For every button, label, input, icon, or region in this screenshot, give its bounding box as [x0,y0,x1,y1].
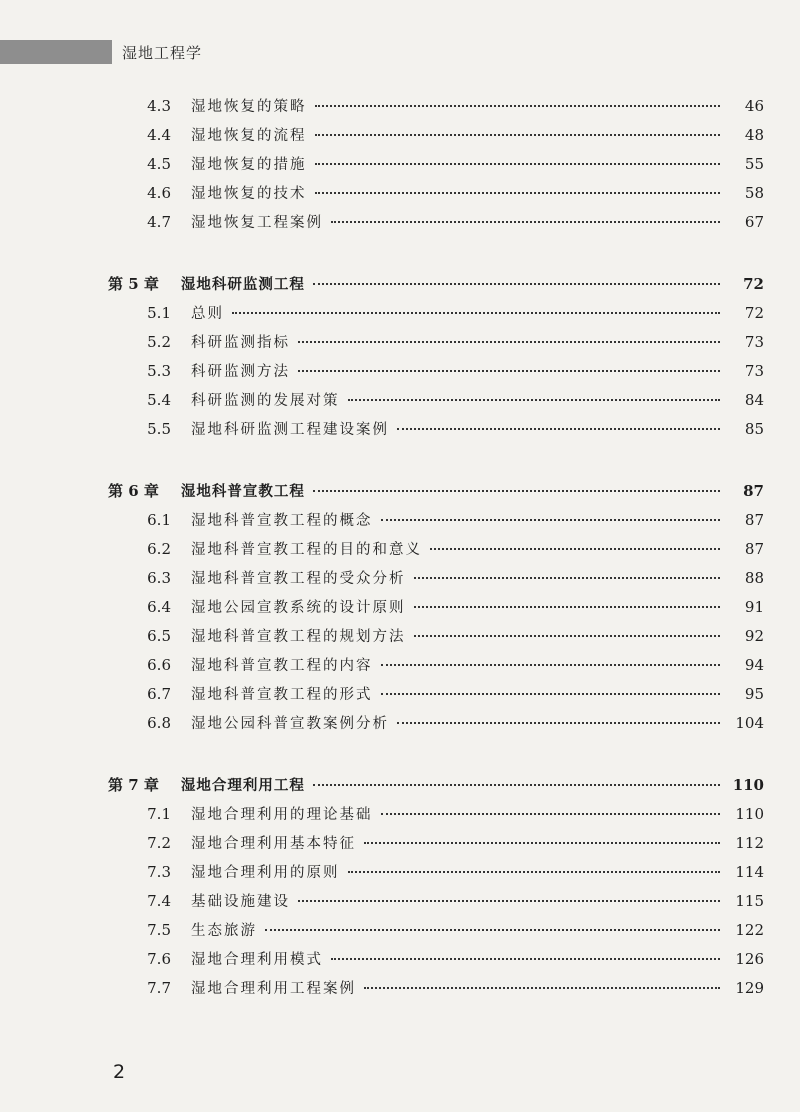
section-title: 湿地恢复的策略 [191,99,307,115]
toc-entry [108,389,764,418]
toc-entry [108,124,764,153]
toc-entry [108,832,764,861]
section-title: 湿地恢复工程案例 [191,215,323,231]
page-ref: 112 [735,834,764,852]
section-number: 7.2 [147,834,171,852]
chapter-title: 湿地科普宣教工程 [180,484,305,500]
page-ref: 115 [735,892,764,910]
section-title: 科研监测的发展对策 [191,393,340,409]
chapter-title: 湿地合理利用工程 [180,778,305,794]
toc-entry [108,596,764,625]
toc-entry [108,712,764,741]
chapter-entry [108,273,764,302]
section-gap [108,741,764,774]
section-title: 湿地科普宣教工程的形式 [191,687,373,703]
dot-leader [315,105,721,107]
dot-leader [313,283,720,285]
section-title: 湿地合理利用的原则 [191,865,340,881]
toc-entry [108,861,764,890]
section-title: 湿地恢复的流程 [191,128,307,144]
dot-leader [381,813,721,815]
dot-leader [397,722,720,724]
header-bar [0,40,112,64]
toc-entry [108,418,764,447]
section-title: 科研监测方法 [191,364,290,380]
dot-leader [298,900,720,902]
toc-entry [108,948,764,977]
section-title: 湿地恢复的技术 [191,186,307,202]
section-title: 生态旅游 [191,923,257,939]
page-ref: 110 [735,805,764,823]
dot-leader [381,519,721,521]
dot-leader [265,929,720,931]
section-number: 7.3 [147,863,171,881]
toc-entry [108,360,764,389]
chapter-number: 第 7 章 [108,776,159,794]
dot-leader [397,428,720,430]
section-title: 湿地合理利用基本特征 [191,836,356,852]
page-ref: 92 [744,627,764,645]
section-number: 6.2 [147,540,171,558]
chapter-entry [108,774,764,803]
running-header-title: 湿地工程学 [122,44,203,62]
section-number: 5.2 [147,333,171,351]
section-number: 4.4 [147,126,171,144]
dot-leader [348,399,721,401]
toc-entry [108,919,764,948]
section-number: 4.6 [147,184,171,202]
page-ref: 55 [744,155,764,173]
chapter-title: 湿地科研监测工程 [180,277,305,293]
section-title: 基础设施建设 [191,894,290,910]
section-title: 湿地合理利用的理论基础 [191,807,373,823]
page-ref: 126 [735,950,764,968]
dot-leader [313,490,720,492]
section-title: 湿地科普宣教工程的受众分析 [191,571,406,587]
page-ref: 122 [735,921,764,939]
toc-entry [108,95,764,124]
toc-entry [108,683,764,712]
section-title: 总则 [191,306,224,322]
section-title: 湿地科普宣教工程的概念 [191,513,373,529]
section-number: 5.1 [147,304,171,322]
dot-leader [331,221,720,223]
page-ref: 73 [744,333,764,351]
page-ref: 73 [744,362,764,380]
section-number: 7.6 [147,950,171,968]
page-ref: 87 [744,511,764,529]
section-gap [108,240,764,273]
page-ref: 104 [735,714,764,732]
toc-entry [108,803,764,832]
section-number: 4.5 [147,155,171,173]
page-ref: 94 [744,656,764,674]
section-number: 6.1 [147,511,171,529]
section-title: 湿地合理利用工程案例 [191,981,356,997]
page-ref: 110 [732,776,764,794]
toc-entry [108,182,764,211]
section-title: 湿地合理利用模式 [191,952,323,968]
dot-leader [364,987,720,989]
dot-leader [298,341,720,343]
page-ref: 84 [744,391,764,409]
section-number: 4.7 [147,213,171,231]
section-number: 5.3 [147,362,171,380]
chapter-entry [108,480,764,509]
toc-entry [108,567,764,596]
page-number: 2 [113,1061,126,1083]
page-ref: 72 [744,304,764,322]
page-ref: 87 [744,540,764,558]
section-number: 5.5 [147,420,171,438]
page-ref: 72 [743,275,764,293]
section-title: 湿地科普宣教工程的目的和意义 [191,542,422,558]
toc-entry [108,538,764,567]
section-number: 6.5 [147,627,171,645]
section-title: 湿地科研监测工程建设案例 [191,422,389,438]
toc-entry [108,977,764,1006]
dot-leader [232,312,720,314]
dot-leader [331,958,720,960]
section-title: 科研监测指标 [191,335,290,351]
page-ref: 91 [744,598,764,616]
page-ref: 114 [735,863,764,881]
section-gap [108,447,764,480]
page-ref: 58 [744,184,764,202]
toc-entry [108,509,764,538]
section-number: 5.4 [147,391,171,409]
dot-leader [414,606,721,608]
section-number: 6.6 [147,656,171,674]
section-number: 7.4 [147,892,171,910]
dot-leader [381,693,721,695]
section-number: 7.7 [147,979,171,997]
page-ref: 85 [744,420,764,438]
page-ref: 129 [735,979,764,997]
section-title: 湿地公园科普宣教案例分析 [191,716,389,732]
page-ref: 88 [744,569,764,587]
toc-entry [108,331,764,360]
section-number: 6.8 [147,714,171,732]
page-ref: 87 [743,482,764,500]
dot-leader [430,548,720,550]
page-ref: 48 [744,126,764,144]
section-number: 4.3 [147,97,171,115]
dot-leader [315,163,721,165]
section-number: 6.7 [147,685,171,703]
dot-leader [348,871,721,873]
section-title: 湿地公园宣教系统的设计原则 [191,600,406,616]
section-number: 7.5 [147,921,171,939]
table-of-contents [108,95,764,1006]
dot-leader [313,784,720,786]
dot-leader [414,577,721,579]
chapter-number: 第 5 章 [108,275,159,293]
section-number: 7.1 [147,805,171,823]
dot-leader [414,635,721,637]
page-ref: 46 [744,97,764,115]
toc-entry [108,153,764,182]
page-ref: 95 [744,685,764,703]
section-title: 湿地科普宣教工程的规划方法 [191,629,406,645]
dot-leader [315,192,721,194]
toc-entry [108,625,764,654]
section-title: 湿地科普宣教工程的内容 [191,658,373,674]
section-number: 6.4 [147,598,171,616]
dot-leader [315,134,721,136]
toc-entry [108,654,764,683]
page-ref: 67 [744,213,764,231]
chapter-number: 第 6 章 [108,482,159,500]
section-title: 湿地恢复的措施 [191,157,307,173]
section-number: 6.3 [147,569,171,587]
toc-entry [108,890,764,919]
toc-entry [108,302,764,331]
dot-leader [364,842,720,844]
dot-leader [381,664,721,666]
dot-leader [298,370,720,372]
toc-entry [108,211,764,240]
